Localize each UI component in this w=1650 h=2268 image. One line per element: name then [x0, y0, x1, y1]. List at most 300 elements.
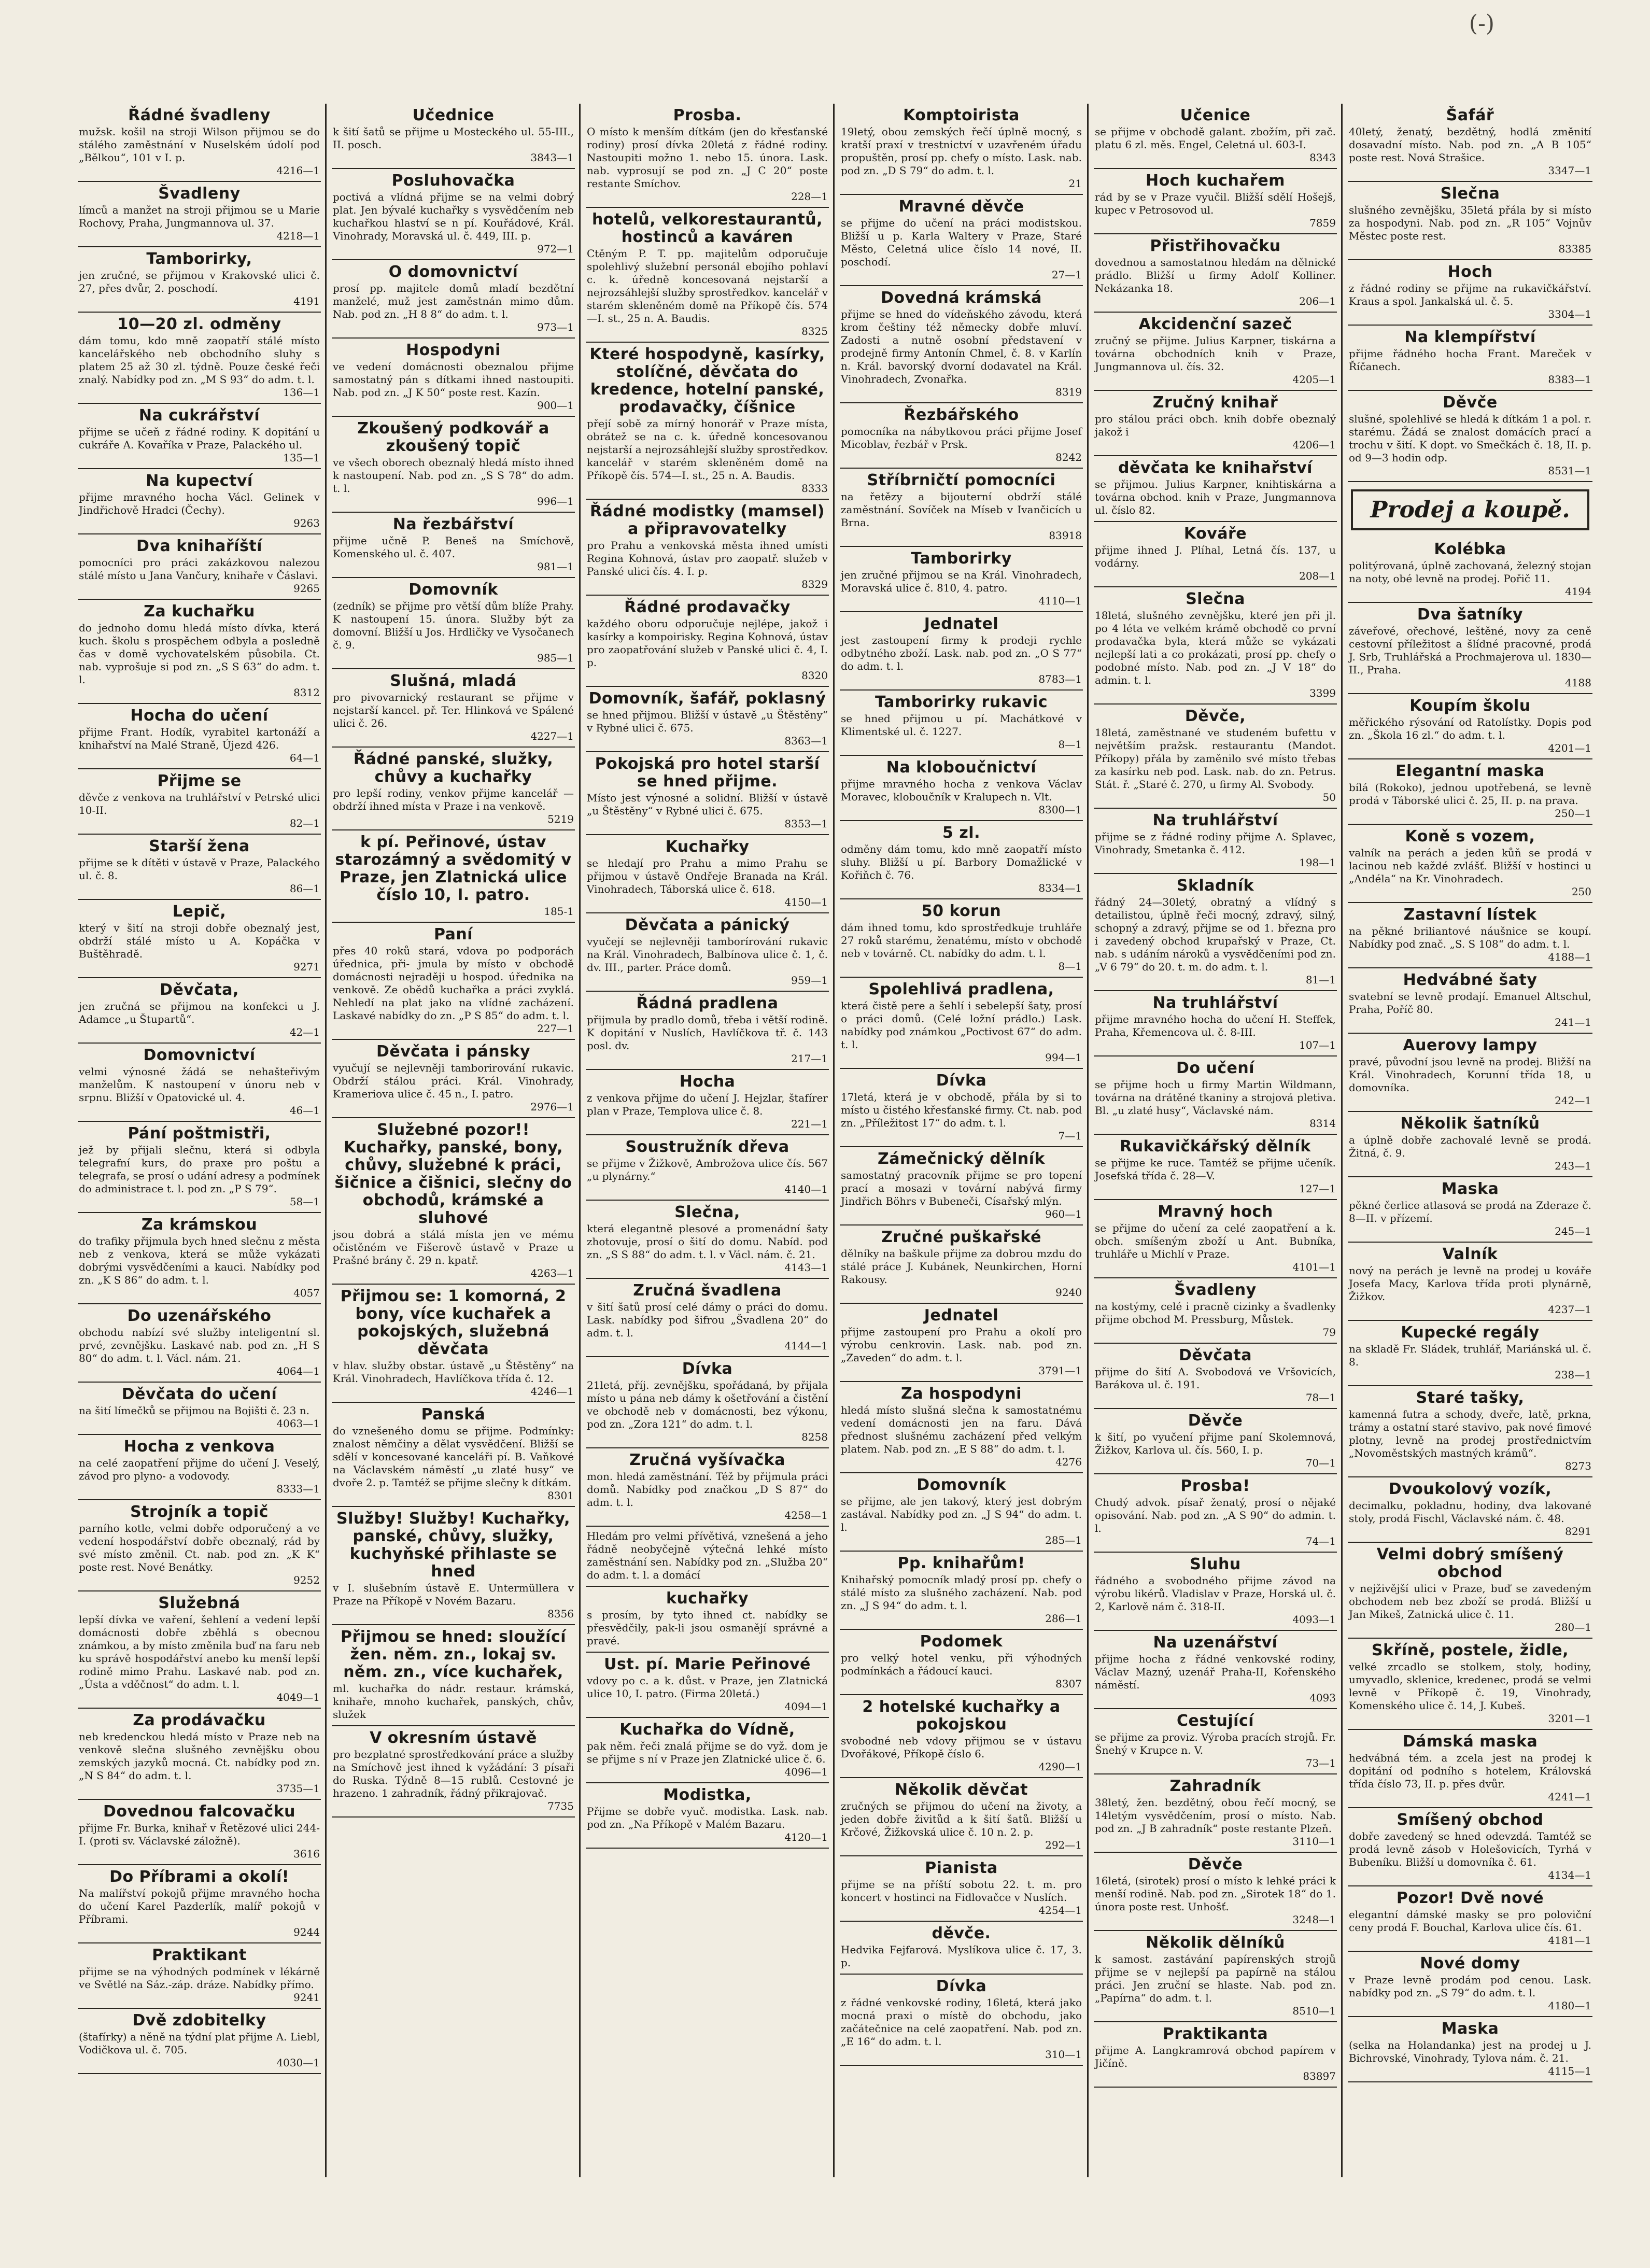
ad-heading: Paní: [433, 925, 473, 943]
ad-heading: Staré tašky,: [1416, 1389, 1525, 1407]
ad-heading: Do učení: [1176, 1059, 1255, 1077]
ad-code: 82—1: [289, 817, 320, 829]
ad-text: se přijme za proviz. Výroba pracích strojů. Fr. Šnehý v Krupce n. V.: [1095, 1731, 1336, 1756]
ad-code: 3201—1: [1548, 1712, 1591, 1725]
ad-text: se přijme ke ruce. Tamtéž se přijme učeník. Josefská třída č. 28—V.: [1095, 1157, 1336, 1182]
classified-ad: [586, 1135, 829, 1201]
ad-code: 64—1: [289, 752, 320, 764]
ad-text: se přijme, ale jen takový, který jest dobrým zastával. Nabídky pod zn. „J S 94“ do adm. t. l.: [841, 1495, 1082, 1533]
ad-heading: Na klempířství: [1404, 328, 1536, 346]
ad-heading: Velmi dobrý smíšený obchod: [1376, 1545, 1564, 1581]
ad-code: 900—1: [537, 399, 574, 412]
classified-ad: [1348, 182, 1592, 260]
ad-text: neb kredenckou hledá místo v Praze neb na venkově slečna slušného zevnějšku obou zemských jazyků mocná. Ct. nabídky pod zn. „N S 84“ do adm. t. l.: [79, 1730, 320, 1782]
classified-ad: [840, 1473, 1083, 1552]
ad-text: elegantní dámské masky se pro poloviční ceny prodá F. Bouchal, Karlova ulice čís. 61.: [1349, 1908, 1591, 1934]
ad-code: 285—1: [1045, 1534, 1082, 1546]
ad-text: vdovy po c. a k. důst. v Praze, jen Zlatnická ulice 10, I. patro. (Firma 20letá.): [587, 1674, 828, 1700]
ad-heading: Dívka: [936, 1072, 987, 1090]
ad-code: 127—1: [1299, 1182, 1336, 1195]
ad-text: ml. kuchařka do nádr. restaur. krámská, knihaře, mnoho kuchařek, panských, chův, služek: [333, 1682, 574, 1721]
ad-code: 4140—1: [784, 1183, 828, 1195]
ad-heading: 2 hotelské kuchařky a pokojskou: [862, 1698, 1061, 1734]
ad-code: 8353—1: [784, 818, 828, 830]
ad-code: 8343: [1309, 151, 1336, 164]
ad-code: 221—1: [791, 1118, 828, 1130]
ad-text: do jednoho domu hledá místo dívka, která kuch. školu s prospěchem odbyla a posledně čas v domě vychovatelském působila. Ct. nab. vyprošuje si pod zn. „S S 63“ do adm. t. l.: [79, 622, 320, 686]
ad-text: v Praze levně prodám pod cenou. Lask. nabídky pod zn. „S 79“ do adm. t. l.: [1349, 1974, 1591, 1999]
classified-ad: [1094, 1774, 1337, 1853]
ad-heading: k pí. Peřinové, ústav starozámný a svědomitý v Praze, jen Zlatnická ulice číslo 10, I. patro.: [335, 833, 572, 904]
ad-code: 50: [1322, 791, 1336, 804]
ad-code: 310—1: [1045, 2048, 1082, 2061]
classified-ad: [840, 978, 1083, 1069]
ad-code: 83918: [1049, 529, 1082, 542]
ad-heading: Prosba!: [1180, 1477, 1250, 1495]
ad-code: 8333: [801, 482, 828, 495]
ad-code: 74—1: [1305, 1535, 1336, 1547]
ad-code: 242—1: [1555, 1094, 1591, 1107]
ad-code: 241—1: [1555, 1016, 1591, 1029]
classified-ad: [1348, 825, 1592, 903]
ad-code: 245—1: [1555, 1225, 1591, 1237]
ad-text: hedvábná tém. a zcela jest na prodej k dopitání od podního s hotelem, Královská třída číslo 73, II. p. přes dvůr.: [1349, 1752, 1591, 1790]
ad-text: přijme mravného hocha z venkova Václav Moravec, kloboučník v Kralupech n. Vlt.: [841, 778, 1082, 803]
classified-ad: [78, 1435, 321, 1500]
classified-ad: [332, 1285, 575, 1403]
ad-text: obchodu nabízí své služby inteligentní sl. prvé, zevnějšku. Laskavé nab. pod zn. „H S 80“ do adm. t. l. Václ. nám. 21.: [79, 1326, 320, 1364]
ad-heading: Pání poštmistři,: [128, 1124, 271, 1143]
ad-code: 3616: [293, 1848, 320, 1860]
ad-heading: Děvčata i pánsky: [376, 1043, 531, 1061]
ad-code: 4110—1: [1038, 595, 1082, 607]
ad-heading: Zručné puškařské: [881, 1228, 1041, 1246]
ad-heading: Dva šatníky: [1417, 605, 1524, 624]
ad-heading: děvčata ke knihařství: [1118, 459, 1313, 477]
classified-ad: [586, 500, 829, 596]
ad-text: záveřové, ořechové, leštěné, novy za ceně cestovní příležitost a šlídné pracovné, prodá J. Srb, Truhlářská a Prochmajerova ul. 1830—II., Praha.: [1349, 625, 1591, 676]
ad-text: přijme Fr. Burka, knihař v Řetězové ulici 244-I. (proti sv. Václavské záložně).: [79, 1822, 320, 1847]
ad-heading: Služby! Služby! Kuchařky, panské, chůvy, služky, kuchyňské přihlaste se hned: [336, 1510, 571, 1581]
classified-ad: [1094, 809, 1337, 874]
ad-heading: Smíšený obchod: [1397, 1811, 1544, 1829]
classified-ad: [586, 752, 829, 835]
ad-text: v nejživější ulici v Praze, buď se zavedeným obchodem neb bez zboží se prodá. Bližší u Jan Mikeš, Zatnická ulice č. 11.: [1349, 1582, 1591, 1621]
ad-heading: Děvčata do učení: [121, 1385, 277, 1403]
ad-text: dělníky na baškule přijme za dobrou mzdu do stálé práce J. Kubánek, Neunkirchen, Horní Rakousy.: [841, 1247, 1082, 1286]
ad-heading: Přijme se: [157, 772, 242, 790]
ad-text: hledá místo slušná slečna k samostatnému vedení domácnosti jen na faru. Dává přednost slušnému zacházení před velkým platem. Nab. pod zn. „E S 88“ do adm. t. l.: [841, 1404, 1082, 1455]
ad-text: a úplně dobře zachovalé levně se prodá. Žitná, č. 9.: [1349, 1134, 1591, 1159]
ad-heading: Skladník: [1176, 877, 1254, 895]
ad-heading: Kupecké regály: [1401, 1323, 1540, 1342]
ad-code: 3399: [1309, 687, 1336, 699]
ad-heading: Tamborirky,: [146, 250, 252, 268]
ad-text: vyučují se nejlevněji tamborirování rukavic. Obdrží stálou práci. Král. Vinohrady, Krameriova ulice č. 45 n., I. patro.: [333, 1062, 574, 1100]
ad-text: Hedvika Fejfarová. Myslíkova ulice č. 17, 3. p.: [841, 1943, 1082, 1969]
ad-code: 8307: [1055, 1678, 1082, 1690]
ad-heading: Praktikanta: [1162, 2025, 1268, 2043]
classified-ad: [586, 1357, 829, 1448]
classified-ad: [78, 404, 321, 469]
ad-heading: Valník: [1442, 1245, 1498, 1263]
ad-code: 981—1: [537, 560, 574, 573]
ad-text: přijme se z řádné rodiny přijme A. Splavec, Vinohrady, Smetanka č. 412.: [1095, 830, 1336, 856]
ad-heading: Pp. knihařům!: [897, 1554, 1025, 1572]
classified-ad: [1348, 538, 1592, 603]
ad-code: 4143—1: [784, 1261, 828, 1274]
ad-heading: Dívka: [682, 1360, 733, 1378]
classified-ad: [586, 835, 829, 913]
ad-code: 79: [1322, 1326, 1336, 1339]
classified-ad: [332, 260, 575, 339]
ad-text: přijme se hned do vídeňského závodu, která krom češtiny též německy dobře mluví. Zadosti a nutně osobní představení v prodejně firmy Antonín Chmel, č. 8. v Karlín n. Král. bavorský dvorní dodavatel na Král. Vinohradech, Zvonařka.: [841, 308, 1082, 385]
ad-text: přijme se na příští sobotu 22. t. m. pro koncert v hostinci na Fidlovačce v Nuslích.: [841, 1878, 1082, 1904]
classified-column: [78, 104, 327, 2177]
ad-heading: Řádné prodavačky: [624, 598, 791, 616]
ad-text: do vznešeného domu se přijme. Podmínky: znalost němčiny a dělat vysvědčení. Bližší se sdělí v koncesované kanceláři pí. B. Vaňkové na Václavském náměstí „u zlaté husy“ ve dvoře 2. p. Tamtéž se přijme slečny k dítkám.: [333, 1425, 574, 1489]
ad-text: děvče z venkova na truhlářství v Petrské ulici 10-II.: [79, 791, 320, 816]
ad-code: 4237—1: [1548, 1303, 1591, 1316]
ad-heading: Řádné švadleny: [128, 106, 271, 124]
ad-code: 21: [1068, 177, 1082, 190]
ad-code: 8300—1: [1038, 804, 1082, 816]
classified-ad: [332, 1118, 575, 1285]
classified-ad: [332, 1726, 575, 1818]
classified-ad: [78, 1500, 321, 1591]
classified-ad: [332, 578, 575, 669]
ad-heading: Strojník a topič: [130, 1503, 269, 1521]
ad-code: 107—1: [1299, 1039, 1336, 1051]
ad-code: 8333—1: [276, 1483, 320, 1495]
classified-ad: [78, 1943, 321, 2009]
ad-code: 27—1: [1051, 269, 1082, 281]
ad-text: velké zrcadlo se stolkem, stoly, hodiny, umyvadlo, sklenice, kredenec, prodá se velmi levně v Příkopě č. 19, Vinohrady, Komenského ulice č. 14, J. Kubeš.: [1349, 1660, 1591, 1712]
ad-text: která čistě pere a šehlí i sebelepší šaty, prosí o práci domů. (Celé ložní prádlo.) Lask. nabídky pod známkou „Poctivost 67“ do adm. t. l.: [841, 999, 1082, 1051]
ad-code: 9265: [293, 582, 320, 595]
ad-heading: Několik děvčat: [895, 1781, 1028, 1799]
ad-code: 4258—1: [784, 1509, 828, 1522]
ad-text: jež by přijali slečnu, která si odbyla telegrafní kurs, do praxe pro poštu a telegrafa, se prosí o udání adresy a podmínek do administrace t. l. pod zn. „P S 79“.: [79, 1144, 320, 1195]
ad-heading: Dovedná krámská: [881, 289, 1042, 307]
classified-ad: [1348, 1243, 1592, 1321]
ad-text: zručný se přijme. Julius Karpner, tiskárna a továrna obchodních knih v Praze, Jungmannova ul. čís. 32.: [1095, 334, 1336, 373]
ad-code: 9271: [293, 961, 320, 973]
classified-ad: [1348, 1177, 1592, 1243]
ad-heading: hotelů, velkorestaurantů, hostinců a kaváren: [591, 210, 823, 246]
ad-heading: Několik dělníků: [1146, 1934, 1285, 1952]
ad-text: z venkova přijme do učení J. Hejzlar, štafírer plan v Praze, Templova ulice č. 8.: [587, 1092, 828, 1117]
ad-code: 4049—1: [276, 1691, 320, 1703]
ad-heading: Děvče: [1188, 1412, 1243, 1430]
ad-heading: Dovednou falcovačku: [103, 1802, 296, 1821]
ad-heading: Slečna,: [674, 1203, 740, 1221]
classified-ad: [586, 1070, 829, 1135]
ad-heading: Komptoiristа: [903, 106, 1020, 124]
classified-ad: [78, 704, 321, 769]
ad-code: 8510—1: [1292, 2005, 1336, 2017]
ad-text: na šití límečků se přijmou na Bojišti č. 23 n.: [79, 1404, 309, 1417]
ad-heading: Slečna: [1186, 590, 1245, 608]
ad-code: 4063—1: [276, 1417, 320, 1430]
ad-text: 21letá, příj. zevnějšku, spořádaná, by přijala místo u pána neb dámy k ošetřování a čistění ve obchodě neb v domácnosti, bez výkonu, pod zn. „Zora 121“ do adm. t. l.: [587, 1379, 828, 1430]
ad-text: Chudý advok. písař ženatý, prosí o nějaké opisování. Nab. pod zn. „A S 90“ do admin. t. l.: [1095, 1496, 1336, 1534]
ad-code: 280—1: [1555, 1621, 1591, 1633]
ad-text: přijme zastoupení pro Prahu a okolí pro výrobu cenkrovin. Lask. nab. pod zn. „Zaveden“ do adm. t. l.: [841, 1326, 1082, 1364]
classified-column: [332, 104, 581, 2177]
ad-heading: Na truhlářství: [1152, 994, 1278, 1012]
ad-code: 4180—1: [1548, 1999, 1591, 2012]
classified-ad: [840, 899, 1083, 978]
ad-heading: Hoch kuchařem: [1146, 172, 1285, 190]
ad-heading: Děvčata: [1179, 1346, 1252, 1364]
classified-ad: [1348, 694, 1592, 759]
classified-ad: [78, 104, 321, 182]
ad-heading: Elegantní maska: [1395, 762, 1545, 780]
ad-text: zručných se přijmou do učení na životy, a jeden dobře živitůd a k šití šatů. Bližší u Krčové, Žižkovská ulice č. 10 n. 2. p.: [841, 1800, 1082, 1838]
ad-text: Knihařský pomocník mladý prosí pp. chefy o stálé místo za slušného zacházení. Nab. pod zn. „J S 94“ do adm. t. l.: [841, 1573, 1082, 1612]
classified-ad: [1348, 1543, 1592, 1639]
ad-code: 8531—1: [1548, 464, 1591, 477]
classified-ad: [586, 1653, 829, 1718]
ad-heading: Zahradník: [1169, 1777, 1261, 1795]
classified-ad: [78, 769, 321, 835]
classified-ad: [840, 691, 1083, 756]
ad-heading: Dívka: [936, 1977, 987, 1995]
ad-code: 8325: [801, 325, 828, 337]
ad-heading: Domovník, šafář, poklasný: [588, 689, 826, 708]
ad-code: 81—1: [1305, 974, 1336, 986]
ad-code: 4093—1: [1292, 1613, 1336, 1626]
ad-text: na celé zaopatření přijme do učení J. Veselý, závod pro plyno- a vodovody.: [79, 1457, 320, 1482]
ad-heading: Slečna: [1440, 185, 1500, 203]
classified-ad: [586, 1279, 829, 1357]
ad-heading: Šafář: [1446, 106, 1494, 124]
classified-ad: [78, 1383, 321, 1435]
ad-heading: O domovnictví: [388, 263, 518, 281]
classified-ad: [1094, 1135, 1337, 1200]
ad-text: vyučejí se nejlevněji tamborírování rukavic na Král. Vinohradech, Balbínova ulice č. 1, č. dv. III., parter. Práce domů.: [587, 935, 828, 974]
classified-ad: [1094, 705, 1337, 809]
ad-text: na pěkné briliantové náušnice se koupí. Nabídky pod znač. „S. S 108“ do adm. t. l.: [1349, 925, 1591, 950]
ad-heading: Na truhlářství: [1152, 811, 1278, 829]
classified-ad: [1094, 313, 1337, 391]
ad-code: 973—1: [537, 321, 574, 333]
classified-ad: [1094, 104, 1337, 169]
ad-text: odměny dám tomu, kdo mně zaopatří místo sluhy. Bližší u pí. Barbory Domažlické v Kořiňch č. 76.: [841, 843, 1082, 881]
ad-heading: Domovnictví: [143, 1046, 256, 1064]
ad-text: rád by se v Praze vyučil. Bližší sdělí Hošejš, kupec v Petrosovod ul.: [1095, 191, 1336, 216]
ad-code: 9240: [1055, 1286, 1082, 1299]
ad-heading: Za kuchařku: [144, 602, 255, 621]
ad-heading: Dvoukolový vozík,: [1388, 1480, 1552, 1498]
classified-ad: [1348, 603, 1592, 694]
ad-code: 46—1: [289, 1104, 320, 1117]
ad-code: 286—1: [1045, 1612, 1082, 1625]
ad-code: 8383—1: [1548, 373, 1591, 386]
ad-heading: Za prodávačku: [133, 1711, 266, 1729]
ad-code: 4216—1: [276, 164, 320, 177]
ad-heading: Pozor! Dvě nové: [1396, 1889, 1544, 1907]
ad-text: pro velký hotel venku, při výhodných podmínkách a řádoucí kauci.: [841, 1652, 1082, 1677]
ad-text: se přijme do učení na práci modistskou. Bližší u p. Karla Waltery v Praze, Staré Město, Celetná ulice číslo 14 nové, II. poschodí.: [841, 217, 1082, 268]
ad-text: na kostýmy, celé i pracně cizinky a švadlenky přijme obchod M. Pressburg, Můstek.: [1095, 1300, 1336, 1326]
ad-heading: Zámečnický dělník: [878, 1150, 1045, 1168]
ad-code: 70—1: [1305, 1457, 1336, 1469]
ad-heading: Zručná vyšívačka: [629, 1451, 785, 1469]
classified-ad: [1348, 2017, 1592, 2082]
classified-ad: [78, 1800, 321, 1865]
ad-code: 4206—1: [1292, 439, 1336, 451]
ad-text: jest zastoupení firmy k prodeji rychle odbytného zboží. Lask. nab. pod zn. „O S 77“ do adm. t. l.: [841, 634, 1082, 672]
classified-ad: [840, 469, 1083, 547]
ad-text: řádný 24—30letý, obratný a vlídný s detailistou, úplně řeči mocný, zdravý, silný, schopný a zdravý, přijme se od 1. března pro i zavedený obchod krupařský v Praze, Ct. nab. s udáním nároků a vysvědčeními pod zn. „V 6 79“ do 20. t. m. do adm. t. l.: [1095, 896, 1336, 973]
ad-heading: Několik šatníků: [1400, 1115, 1540, 1133]
classified-ad: [78, 1213, 321, 1304]
ad-heading: Podomek: [920, 1632, 1003, 1651]
classified-ad: [78, 1865, 321, 1943]
classified-ad: [78, 1591, 321, 1709]
ad-text: ve všech oborech obeznalý hledá místo ihned k nastoupení. Nab. pod zn. „S S 78“ do adm. t. l.: [333, 456, 574, 495]
classified-ad: [1348, 1386, 1592, 1477]
ad-text: pro stálou práci obch. knih dobře obeznalý jakož i: [1095, 413, 1336, 438]
ad-heading: Panská: [421, 1405, 486, 1424]
classified-ad: [1094, 587, 1337, 705]
ad-code: 4188—1: [1548, 951, 1591, 963]
classified-ad: [1348, 1034, 1592, 1112]
ad-text: kamenná futra a schody, dveře, latě, prkna, trámy a ostatní staré stavivo, pak nové fimové plotny, levně na prodej prostřednictvím „Novoměstských mastných krámů“.: [1349, 1408, 1591, 1459]
classified-ad: [840, 104, 1083, 195]
ad-code: 4150—1: [784, 896, 828, 908]
ad-heading: Soustružník dřeva: [625, 1138, 789, 1156]
ad-heading: Zručná švadlena: [633, 1281, 782, 1300]
classified-ad: [840, 1552, 1083, 1630]
ad-heading: Učenice: [1180, 106, 1251, 124]
classified-ad: [840, 1778, 1083, 1856]
ad-text: valník na perách a jeden kůň se prodá v lacinou neb každé zvlášť. Bližší v hostinci u „Andéla“ na Kr. Vinohradech.: [1349, 847, 1591, 885]
ad-heading: Zastavní lístek: [1403, 906, 1537, 924]
ad-text: přes 40 roků stará, vdova po podporách úřednica, při- jmula by místo v obchodě domácnosti nejraději u hospod. úřednika na venkově. Ze obědů kuchařka a práci zvyklá. Nehledí na plat jako na vlídné zacházení. Laskavé nabídky do zn. „P S 85“ do adm. t. l.: [333, 945, 574, 1022]
ad-code: 7—1: [1058, 1130, 1082, 1142]
classified-ad: [1094, 2022, 1337, 2088]
ad-code: 4194: [1565, 585, 1591, 598]
ad-code: 9244: [293, 1926, 320, 1938]
ad-code: 9252: [293, 1574, 320, 1586]
ad-code: 4144—1: [784, 1340, 828, 1352]
ad-heading: Lepič,: [172, 903, 227, 921]
ad-code: 3791—1: [1038, 1364, 1082, 1377]
ad-text: límců a manžet na stroji přijmou se u Marie Rochovy, Praha, Jungmannova ul. 37.: [79, 204, 320, 229]
ad-code: 185-1: [544, 905, 574, 918]
ad-text: se přijme v obchodě galant. zbožím, při zač. platu 6 zl. měs. Engel, Celetná ul. 603-I.: [1095, 125, 1336, 151]
ad-code: 8356: [547, 1608, 574, 1620]
ad-code: 4064—1: [276, 1365, 320, 1377]
ad-heading: Auerovy lampy: [1403, 1036, 1538, 1054]
section-header-sale: Prodej a koupě.: [1351, 489, 1589, 530]
ad-text: slušného zevnějšku, 35letá přála by si místo za hospodyni. Nab. pod zn. „R 105“ Vojnův Městec poste rest.: [1349, 204, 1591, 242]
classified-ad: [840, 1922, 1083, 1975]
ad-text: v hlav. služby obstar. ústavě „u Štěstěny“ na Král. Vinohradech, Havlíčkova třída č. 12.: [333, 1359, 574, 1385]
ad-text: v šití šatů prosí celé dámy o práci do domu. Lask. nabídky pod šifrou „Švadlena 20“ do adm. t. l.: [587, 1301, 828, 1339]
classified-ad: [840, 1382, 1083, 1473]
ad-heading: 5 zl.: [942, 824, 980, 842]
ad-text: jen zručné přijmou se na Král. Vinohradech, Moravská ulice č. 810, 4. patro.: [841, 569, 1082, 594]
ad-code: 78—1: [1305, 1391, 1336, 1404]
classified-ad: [840, 821, 1083, 899]
ad-code: 4115—1: [1548, 2065, 1591, 2077]
classified-ad: [78, 2009, 321, 2074]
ad-heading: Přijmou se: 1 komorná, 2 bony, více kuchařek a pokojských, služebná děvčata: [340, 1287, 567, 1358]
ad-heading: Mravný hoch: [1158, 1203, 1273, 1221]
classified-ad: [1348, 260, 1592, 326]
classified-ad: [840, 756, 1083, 821]
classified-ad: [586, 687, 829, 752]
classified-ad: [1094, 456, 1337, 522]
classified-ad: [586, 104, 829, 208]
ad-code: 8258: [801, 1431, 828, 1443]
ad-heading: Děvče: [1443, 393, 1498, 412]
ad-heading: Praktikant: [152, 1946, 247, 1964]
classified-ad: [332, 1040, 575, 1118]
ad-heading: Švadleny: [1174, 1281, 1257, 1299]
ad-heading: Děvče: [1188, 1855, 1243, 1873]
classified-ad: [1094, 391, 1337, 456]
classified-ad: [332, 669, 575, 748]
ad-text: Na malířství pokojů přijme mravného hocha do učení Karel Pazderlík, malíř pokojů v Příbrami.: [79, 1887, 320, 1925]
classified-ad: [840, 286, 1083, 403]
classified-ad: [78, 313, 321, 404]
ad-text: pěkné čerlice atlasová se prodá na Zderaze č. 8—II. v přízemí.: [1349, 1199, 1591, 1224]
classified-ad: [840, 1147, 1083, 1225]
classified-ad: [1348, 1952, 1592, 2017]
ad-code: 7735: [547, 1800, 574, 1812]
ad-code: 3843—1: [530, 151, 574, 164]
classified-ad: [1094, 1200, 1337, 1278]
ad-heading: Řádné modistky (mamsel) a připravovatelky: [590, 502, 825, 538]
classified-ad: [840, 1695, 1083, 1778]
ad-text: ve vedení domácnosti obeznalou přijme samostatný pán s dítkami ihned nastoupiti. Nab. pod zn. „J K 50“ poste rest. Kazín.: [333, 360, 574, 399]
ad-heading: Hospodyni: [406, 341, 501, 359]
ad-code: 292—1: [1045, 1839, 1082, 1851]
ad-code: 217—1: [791, 1052, 828, 1065]
ad-text: s prosím, by tyto ihned ct. nabídky se přesvědčily, pak-li jsou osmanějí správné a pravé.: [587, 1609, 828, 1647]
ad-heading: Spolehlivá pradlena,: [868, 980, 1054, 998]
ad-code: 8329: [801, 578, 828, 590]
ad-heading: Na cukrářství: [138, 406, 260, 425]
classified-ad: [78, 247, 321, 313]
classified-ad: [1348, 1639, 1592, 1730]
ad-heading: Jednatel: [924, 615, 999, 633]
ad-text: na skladě Fr. Sládek, truhlář, Mariánská ul. č. 8.: [1349, 1343, 1591, 1368]
classified-ad: [78, 600, 321, 704]
ad-heading: Pianista: [925, 1859, 998, 1877]
ad-text: v I. slušebním ústavě E. Untermüllera v Praze na Příkopě v Novém Bazaru.: [333, 1582, 574, 1607]
classified-ad: [78, 1044, 321, 1122]
classified-ad: [840, 612, 1083, 691]
classified-ad: [840, 1856, 1083, 1922]
ad-code: 8783—1: [1038, 673, 1082, 685]
ad-text: přijme mravného hocha do učení H. Steffek, Praha, Křemencova ul. č. 8-III.: [1095, 1013, 1336, 1038]
classified-ad: [332, 417, 575, 513]
ad-code: 8—1: [1058, 960, 1082, 973]
ad-text: se přijme hoch u firmy Martin Wildmann, továrna na drátěné tkaniny a strojová pletiva. Bl. „u zlaté husy“, Václavské nám.: [1095, 1078, 1336, 1117]
ad-code: 4218—1: [276, 230, 320, 242]
classified-ad: [1348, 1886, 1592, 1952]
ad-text: se hledají pro Prahu a mimo Prahu se přijmou v ústavě Ondřeje Branada na Král. Vinohradech, Táborská ulice č. 618.: [587, 857, 828, 895]
ad-heading: Do uzenářského: [127, 1307, 272, 1325]
ad-text: prosí pp. majitele domů mladí bezdětní manželé, muž jest zaměstnán mimo dům. Nab. pod zn. „H 8 8“ do adm. t. l.: [333, 282, 574, 320]
ad-code: 42—1: [289, 1026, 320, 1038]
